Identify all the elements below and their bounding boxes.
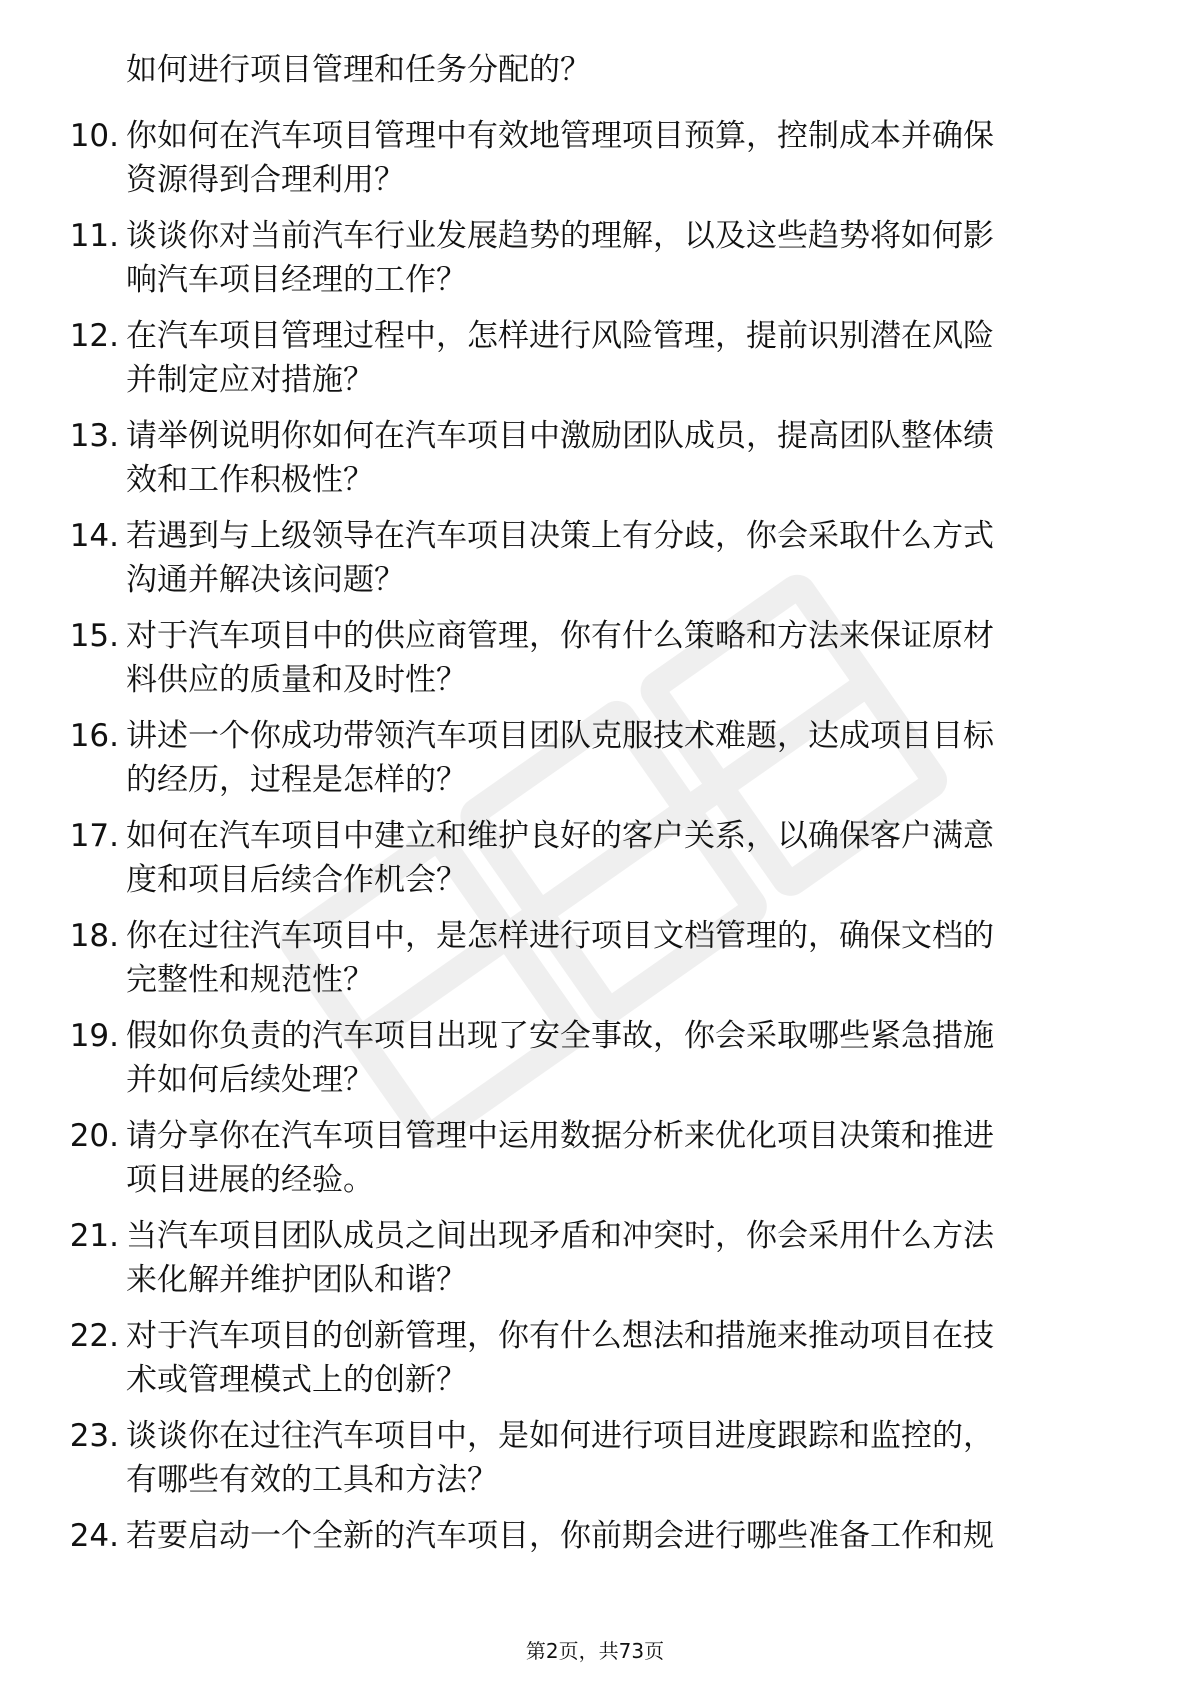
question-item	[55, 714, 1135, 802]
question-line: 并如何后续处理？	[126, 1062, 374, 1098]
page-footer: 第2页，共73页	[525, 1639, 665, 1663]
question-line: 若要启动一个全新的汽车项目，你前期会进行哪些准备工作和规	[126, 1518, 994, 1554]
question-text	[126, 514, 1126, 602]
question-line: 谈谈你在过往汽车项目中，是如何进行项目进度跟踪和监控的，	[126, 1418, 994, 1454]
question-item	[55, 1214, 1135, 1302]
question-text	[126, 1214, 1126, 1302]
question-number: 18.	[69, 918, 119, 954]
question-line: 讲述一个你成功带领汽车项目团队克服技术难题，达成项目目标	[126, 718, 994, 754]
question-line: 完整性和规范性？	[126, 962, 374, 998]
question-number: 17.	[69, 818, 119, 854]
question-item	[55, 214, 1135, 302]
question-text	[126, 1014, 1126, 1102]
question-text	[126, 114, 1126, 202]
question-item	[55, 414, 1135, 502]
question-text	[126, 614, 1126, 702]
question-line: 请举例说明你如何在汽车项目中激励团队成员，提高团队整体绩	[126, 418, 994, 454]
question-number: 14.	[69, 518, 119, 554]
question-number: 13.	[69, 418, 119, 454]
question-line: 如何在汽车项目中建立和维护良好的客户关系，以确保客户满意	[126, 818, 994, 854]
question-line: 有哪些有效的工具和方法？	[126, 1462, 498, 1498]
question-text	[126, 1314, 1126, 1402]
question-line: 项目进展的经验。	[126, 1162, 374, 1198]
question-text	[126, 1114, 1126, 1202]
question-number: 23.	[69, 1418, 119, 1454]
question-text	[126, 814, 1126, 902]
question-line: 来化解并维护团队和谐？	[126, 1262, 467, 1298]
question-line: 效和工作积极性？	[126, 462, 374, 498]
question-item	[55, 1414, 1135, 1502]
question-line: 对于汽车项目的创新管理，你有什么想法和措施来推动项目在技	[126, 1318, 994, 1354]
question-line: 沟通并解决该问题？	[126, 562, 405, 598]
question-line: 对于汽车项目中的供应商管理，你有什么策略和方法来保证原材	[126, 618, 994, 654]
question-number: 12.	[69, 318, 119, 354]
question-text	[126, 214, 1126, 302]
question-line: 并制定应对措施？	[126, 362, 374, 398]
question-item	[55, 514, 1135, 602]
question-number: 22.	[69, 1318, 119, 1354]
question-number: 11.	[69, 218, 119, 254]
question-line: 若遇到与上级领导在汽车项目决策上有分歧，你会采取什么方式	[126, 518, 994, 554]
question-line: 在汽车项目管理过程中，怎样进行风险管理，提前识别潜在风险	[126, 318, 994, 354]
question-text	[126, 414, 1126, 502]
question-line: 术或管理模式上的创新？	[126, 1362, 467, 1398]
question-line: 的经历，过程是怎样的？	[126, 762, 467, 798]
question-line: 资源得到合理利用？	[126, 162, 405, 198]
question-text	[126, 1414, 1126, 1502]
question-item	[55, 1514, 1135, 1602]
question-text	[126, 314, 1126, 402]
question-number: 20.	[69, 1118, 119, 1154]
question-text	[126, 1514, 1126, 1558]
question-line: 响汽车项目经理的工作？	[126, 262, 467, 298]
question-line: 你如何在汽车项目管理中有效地管理项目预算，控制成本并确保	[126, 118, 994, 154]
question-list	[55, 114, 1135, 1614]
question-item	[55, 614, 1135, 702]
question-number: 10.	[69, 118, 119, 154]
question-text	[126, 914, 1126, 1002]
question-number: 24.	[69, 1518, 119, 1554]
previous-question-continuation: 如何进行项目管理和任务分配的？	[126, 52, 591, 88]
question-text	[126, 714, 1126, 802]
question-line: 料供应的质量和及时性？	[126, 662, 467, 698]
question-line: 度和项目后续合作机会？	[126, 862, 467, 898]
question-item	[55, 114, 1135, 202]
question-number: 16.	[69, 718, 119, 754]
question-item	[55, 914, 1135, 1002]
question-line: 谈谈你对当前汽车行业发展趋势的理解，以及这些趋势将如何影	[126, 218, 994, 254]
question-number: 19.	[69, 1018, 119, 1054]
question-number: 15.	[69, 618, 119, 654]
question-line: 你在过往汽车项目中，是怎样进行项目文档管理的，确保文档的	[126, 918, 994, 954]
question-item	[55, 1314, 1135, 1402]
question-item	[55, 814, 1135, 902]
question-line: 当汽车项目团队成员之间出现矛盾和冲突时，你会采用什么方法	[126, 1218, 994, 1254]
question-item	[55, 1014, 1135, 1102]
question-item	[55, 314, 1135, 402]
question-line: 请分享你在汽车项目管理中运用数据分析来优化项目决策和推进	[126, 1118, 994, 1154]
question-line: 假如你负责的汽车项目出现了安全事故，你会采取哪些紧急措施	[126, 1018, 994, 1054]
question-item	[55, 1114, 1135, 1202]
question-number: 21.	[69, 1218, 119, 1254]
